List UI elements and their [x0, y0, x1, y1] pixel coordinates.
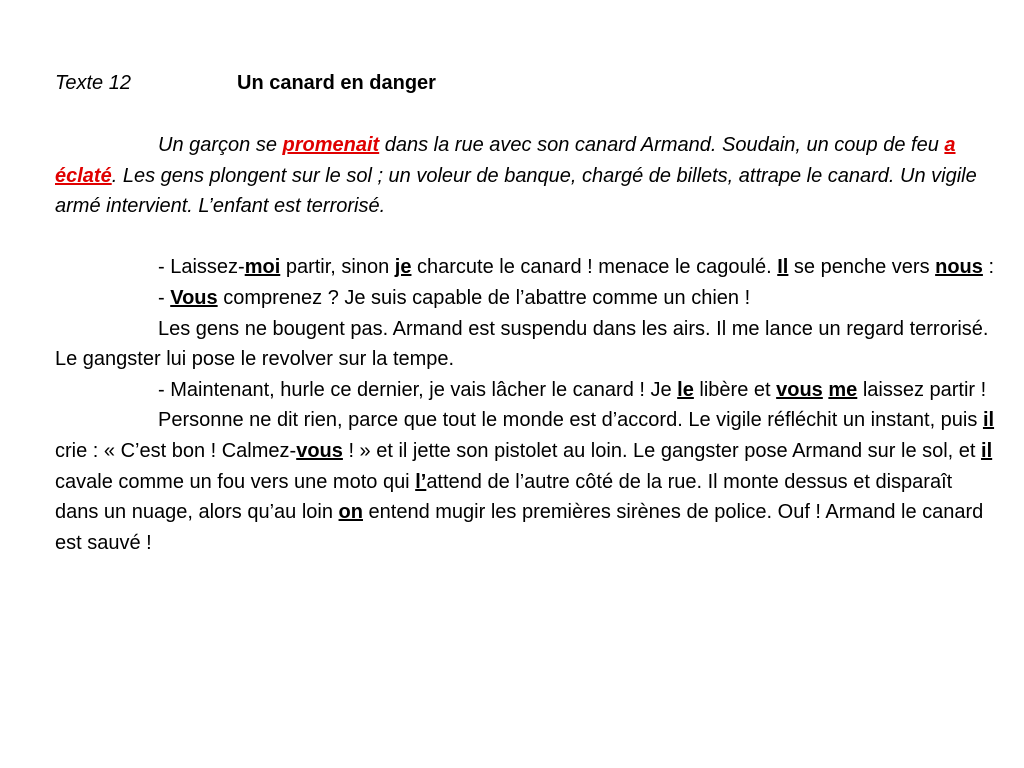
text-run: dans la rue avec son canard Armand. Soudain, un coup de feu: [379, 134, 945, 156]
highlighted-word: l’: [415, 470, 427, 493]
highlighted-word: on: [338, 501, 363, 524]
paragraph-p2: [55, 252, 995, 283]
highlighted-word: il: [981, 439, 993, 462]
highlighted-word: me: [828, 378, 858, 401]
text-run: Personne ne dit rien, parce que tout le monde est d’accord. Le vigile réfléchit un instant, puis: [158, 409, 983, 432]
text-run: Les gens ne bougent pas. Armand est suspendu dans les airs. Il me lance un regard terrorisé. Le gangster lui pose le revolver sur la tempe.: [55, 317, 989, 371]
paragraph-p4: [55, 314, 995, 375]
highlighted-word: le: [677, 378, 694, 401]
highlighted-word: Vous: [170, 286, 218, 309]
highlighted-word: moi: [244, 256, 281, 279]
text-run: ! » et il jette son pistolet au loin. Le gangster pose Armand sur le sol, et: [342, 439, 982, 462]
text-run: attend de l’autre côté de la rue. Il monte dessus et disparaît dans un nuage, alors qu’au loin: [55, 470, 953, 524]
highlighted-word: a éclaté: [55, 134, 956, 187]
highlighted-word: je: [394, 256, 412, 279]
title-row: [55, 70, 436, 96]
highlighted-word: vous: [296, 439, 343, 462]
text-run: laissez partir !: [857, 378, 987, 401]
text-title: Un canard en danger: [237, 72, 436, 94]
text-run: :: [982, 256, 995, 279]
text-run: comprenez ? Je suis capable de l’abattre comme un chien !: [217, 286, 751, 309]
text-run: se penche vers: [788, 256, 936, 279]
highlighted-word: promenait: [282, 134, 380, 156]
highlighted-word: Il: [777, 256, 789, 279]
highlighted-word: il: [982, 409, 995, 432]
text-run: -: [158, 286, 171, 309]
paragraph-p1: [55, 130, 995, 222]
story-body: [55, 130, 995, 558]
text-run: entend mugir les premières sirènes de police. Ouf ! Armand le canard est sauvé !: [55, 501, 984, 554]
text-run: Un garçon se: [158, 134, 283, 156]
text-run: charcute le canard ! menace le cagoulé.: [411, 256, 778, 279]
text-run: - Maintenant, hurle ce dernier, je vais lâcher le canard ! Je: [158, 378, 678, 401]
text-run: libère et: [693, 378, 777, 401]
text-run: crie : « C’est bon ! Calmez-: [55, 439, 297, 462]
highlighted-word: vous: [776, 378, 823, 401]
paragraph-p5: [55, 375, 995, 406]
highlighted-word: nous: [935, 256, 983, 279]
text-run: . Les gens plongent sur le sol ; un voleur de banque, chargé de billets, attrape le canard. Un vigile armé intervient. L’enfant est terrorisé.: [55, 164, 977, 218]
text-number: Texte 12: [55, 72, 131, 94]
paragraph-p3: [55, 283, 995, 314]
paragraph-p6: [55, 405, 995, 558]
text-run: cavale comme un fou vers une moto qui: [55, 470, 416, 493]
text-run: partir, sinon: [280, 256, 395, 279]
text-run: - Laissez-: [158, 256, 245, 279]
